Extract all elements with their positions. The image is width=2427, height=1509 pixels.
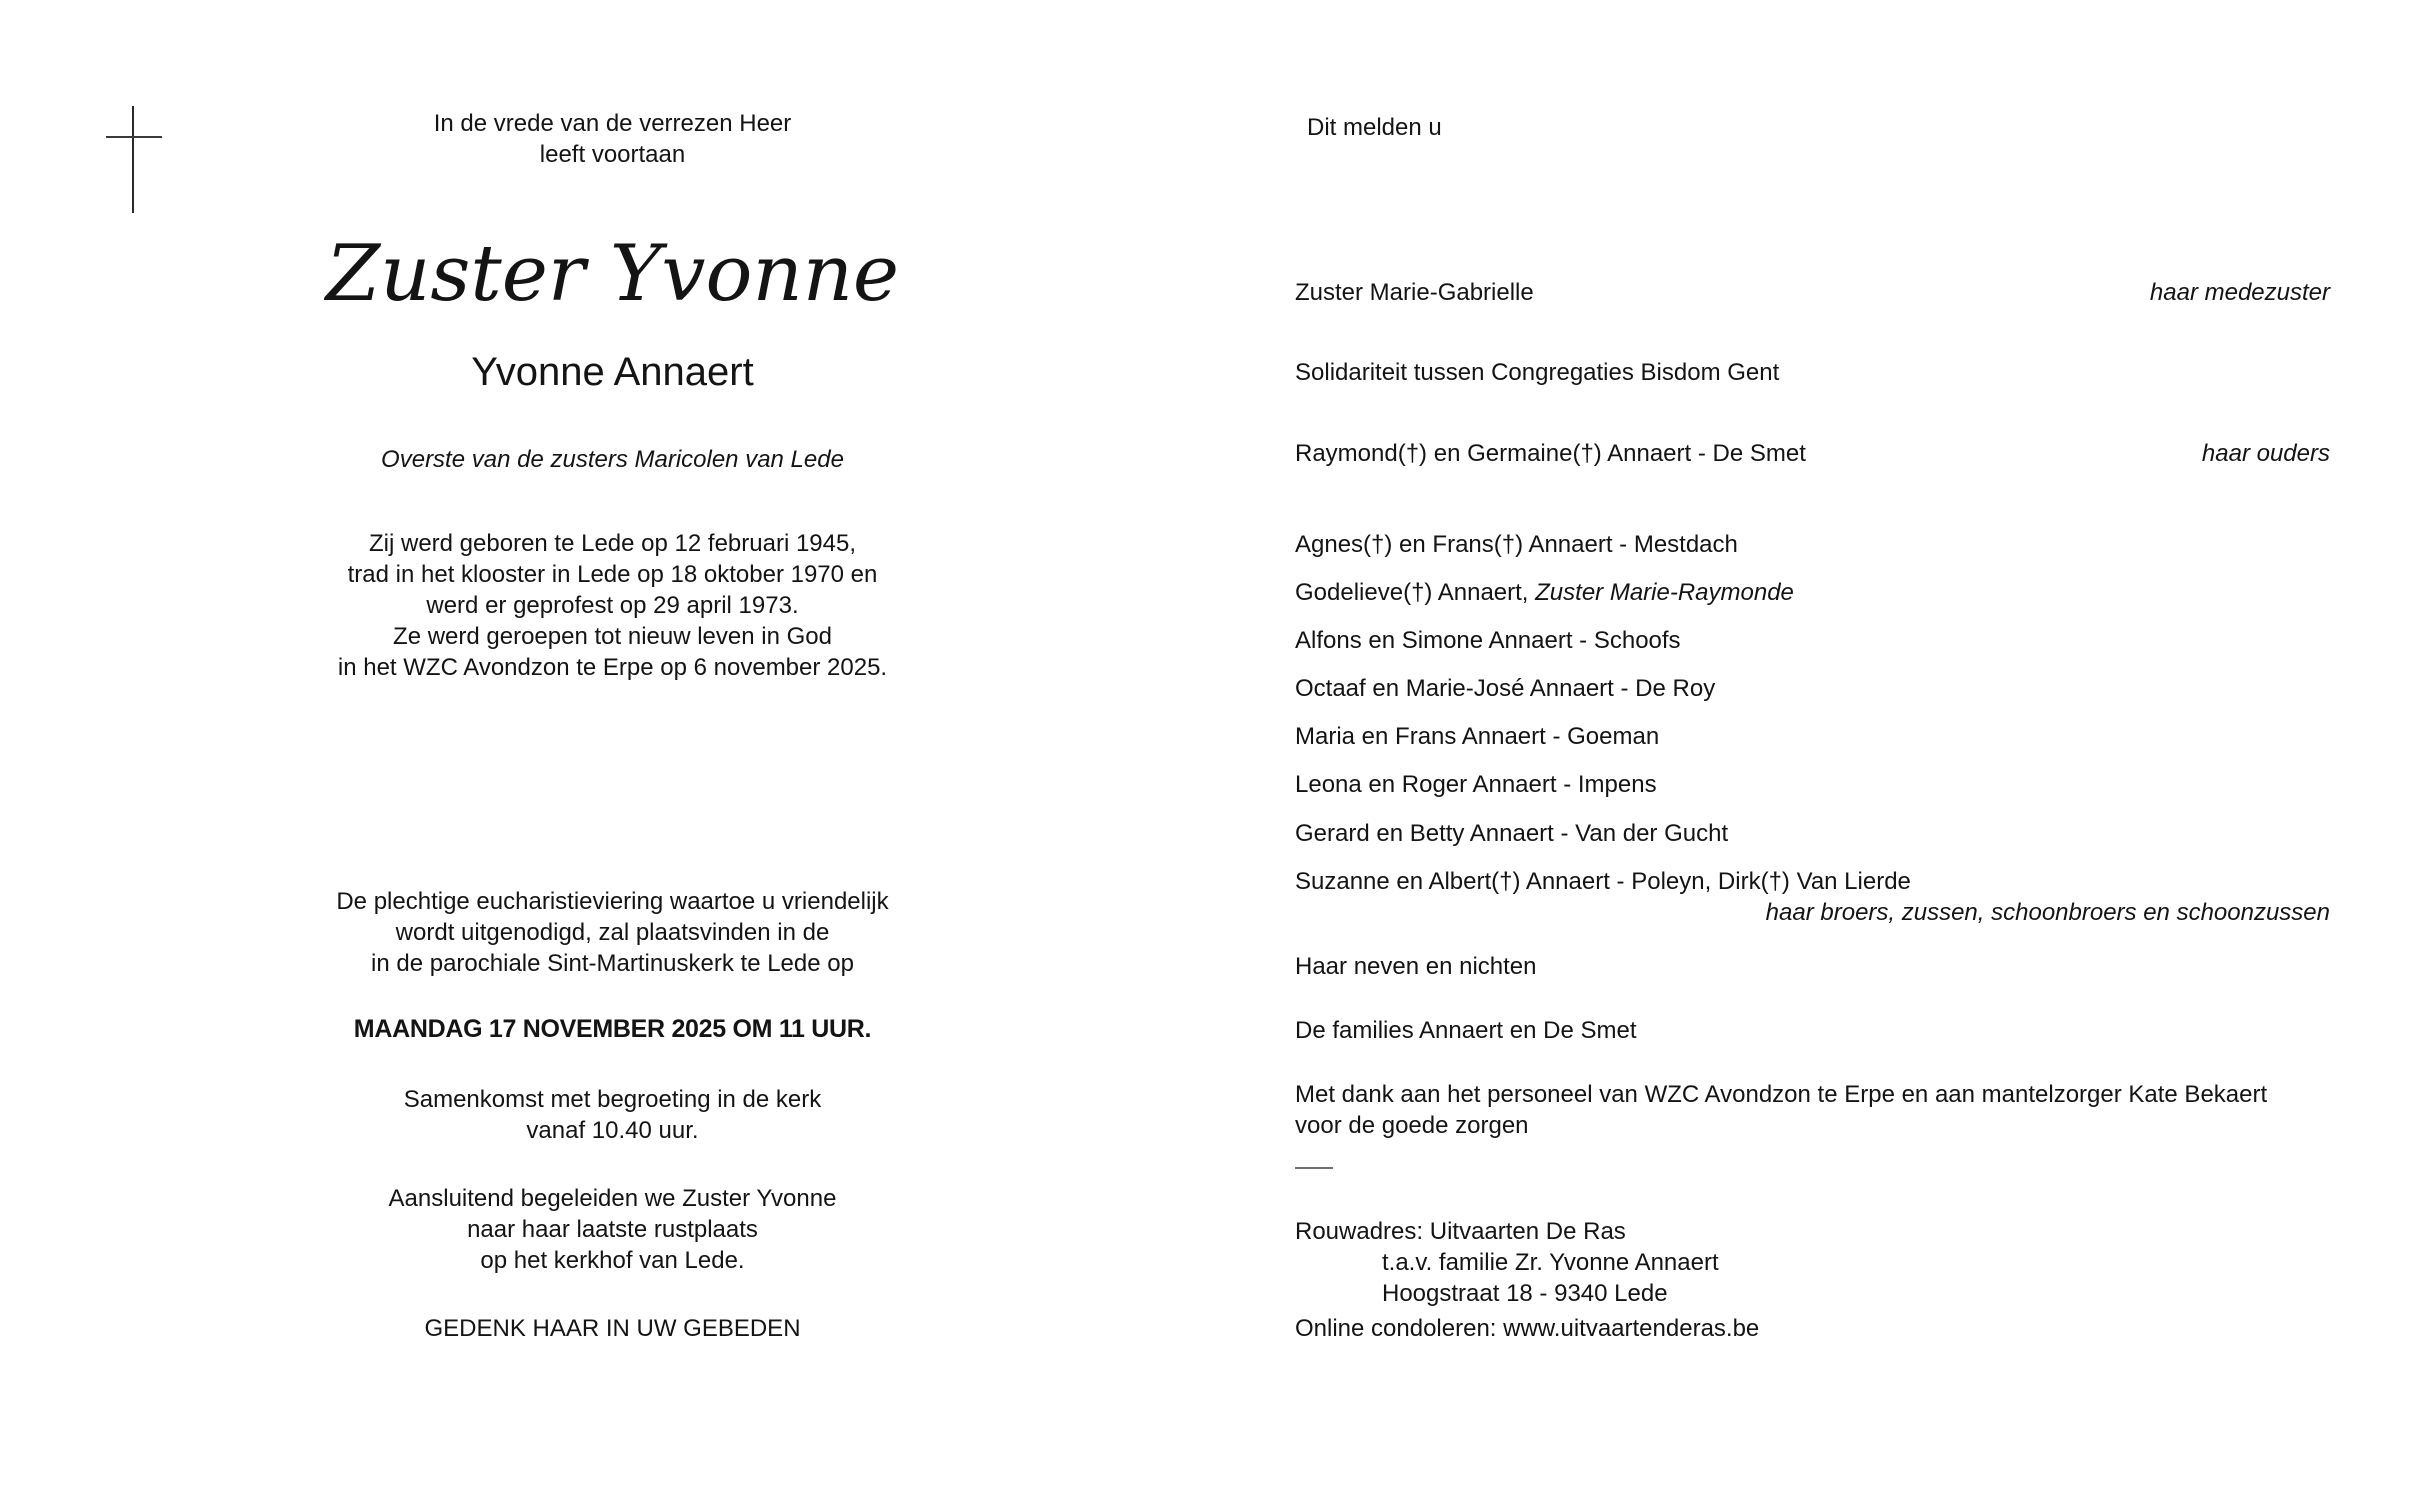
announcer-row [1295,438,2330,469]
biography-line: werd er geprofest op 29 april 1973. [426,592,799,619]
sibling-row: Alfons en Simone Annaert - Schoofs [1295,627,1681,654]
service-invitation-line: in de parochiale Sint-Martinuskerk te Lede op [371,950,854,977]
announcer-name: Zuster Marie-Gabrielle [1295,279,1534,306]
latin-cross-vertical [132,106,134,213]
announcer-relation: haar ouders [2201,440,2330,467]
service-date: MAANDAG 17 NOVEMBER 2025 OM 11 UUR. [353,1015,872,1043]
opening-verse [170,108,1055,170]
opening-verse-line: leeft voortaan [539,141,686,168]
thanks-paragraph [1295,1079,2330,1141]
service-invitation-line: De plechtige eucharistieviering waartoe u vriendelijk [336,888,889,915]
online-condolence-line: Online condoleren: www.uitvaartenderas.be [1295,1315,1760,1342]
announcer-row [1295,357,2330,388]
deceased-role: Overste van de zusters Maricolen van Lede [381,446,844,473]
sibling-row: Leona en Roger Annaert - Impens [1295,771,1657,798]
sibling-row: Octaaf en Marie-José Annaert - De Roy [1295,675,1716,702]
closing-prayer: GEDENK HAAR IN UW GEBEDEN [424,1315,801,1342]
burial-info [170,1183,1055,1276]
biography-line: Ze werd geroepen tot nieuw leven in God [393,623,832,650]
biography-line: in het WZC Avondzon te Erpe op 6 november 2025. [337,654,888,681]
burial-line: naar haar laatste rustplaats [467,1216,758,1243]
sibling-row [1295,577,2330,608]
service-invitation [170,886,1055,979]
latin-cross-horizontal [106,136,162,138]
siblings-relation: haar broers, zussen, schoonbroers en schoonzussen [1765,899,2330,926]
announcer-name: Solidariteit tussen Congregaties Bisdom Gent [1295,359,1780,386]
deceased-full-name: Yvonne Annaert [471,350,754,394]
gathering-line: vanaf 10.40 uur. [526,1117,699,1144]
thanks-line: voor de goede zorgen [1295,1112,1529,1139]
gathering-line: Samenkomst met begroeting in de kerk [403,1086,822,1113]
biography [170,528,1055,683]
announcer-row [1295,277,2330,308]
deceased-script-name: Zuster Yvonne [325,229,900,319]
nephews-line: Haar neven en nichten [1295,953,1537,980]
sibling-row: Suzanne en Albert(†) Annaert - Poleyn, Dirk(†) Van Lierde [1295,868,1911,895]
sibling-religious-name: Zuster Marie-Raymonde [1535,579,1794,606]
burial-line: op het kerkhof van Lede. [480,1247,745,1274]
service-invitation-line: wordt uitgenodigd, zal plaatsvinden in de [395,919,830,946]
thanks-line: Met dank aan het personeel van WZC Avondzon te Erpe en aan mantelzorger Kate Bekaert [1295,1081,2268,1108]
divider-line [1295,1167,1333,1169]
gathering-info [170,1084,1055,1146]
mourning-address-line: Rouwadres: Uitvaarten De Ras [1295,1218,1626,1245]
announcer-relation: haar medezuster [2149,279,2330,306]
families-line: De families Annaert en De Smet [1295,1017,1637,1044]
announcer-name: Raymond(†) en Germaine(†) Annaert - De Smet [1295,440,1806,467]
sibling-name: Godelieve(†) Annaert, [1295,579,1536,606]
sibling-row: Agnes(†) en Frans(†) Annaert - Mestdach [1295,531,1738,558]
sibling-row: Maria en Frans Annaert - Goeman [1295,723,1660,750]
biography-line: Zij werd geboren te Lede op 12 februari 1945, [369,530,856,557]
announcement-header: Dit melden u [1307,114,1442,141]
mourning-address-line: Hoogstraat 18 - 9340 Lede [1382,1280,1668,1307]
biography-line: trad in het klooster in Lede op 18 oktober 1970 en [347,561,878,588]
burial-line: Aansluitend begeleiden we Zuster Yvonne [388,1185,837,1212]
sibling-row: Gerard en Betty Annaert - Van der Gucht [1295,820,1729,847]
opening-verse-line: In de vrede van de verrezen Heer [433,110,792,137]
mourning-address-line: t.a.v. familie Zr. Yvonne Annaert [1382,1249,1719,1276]
